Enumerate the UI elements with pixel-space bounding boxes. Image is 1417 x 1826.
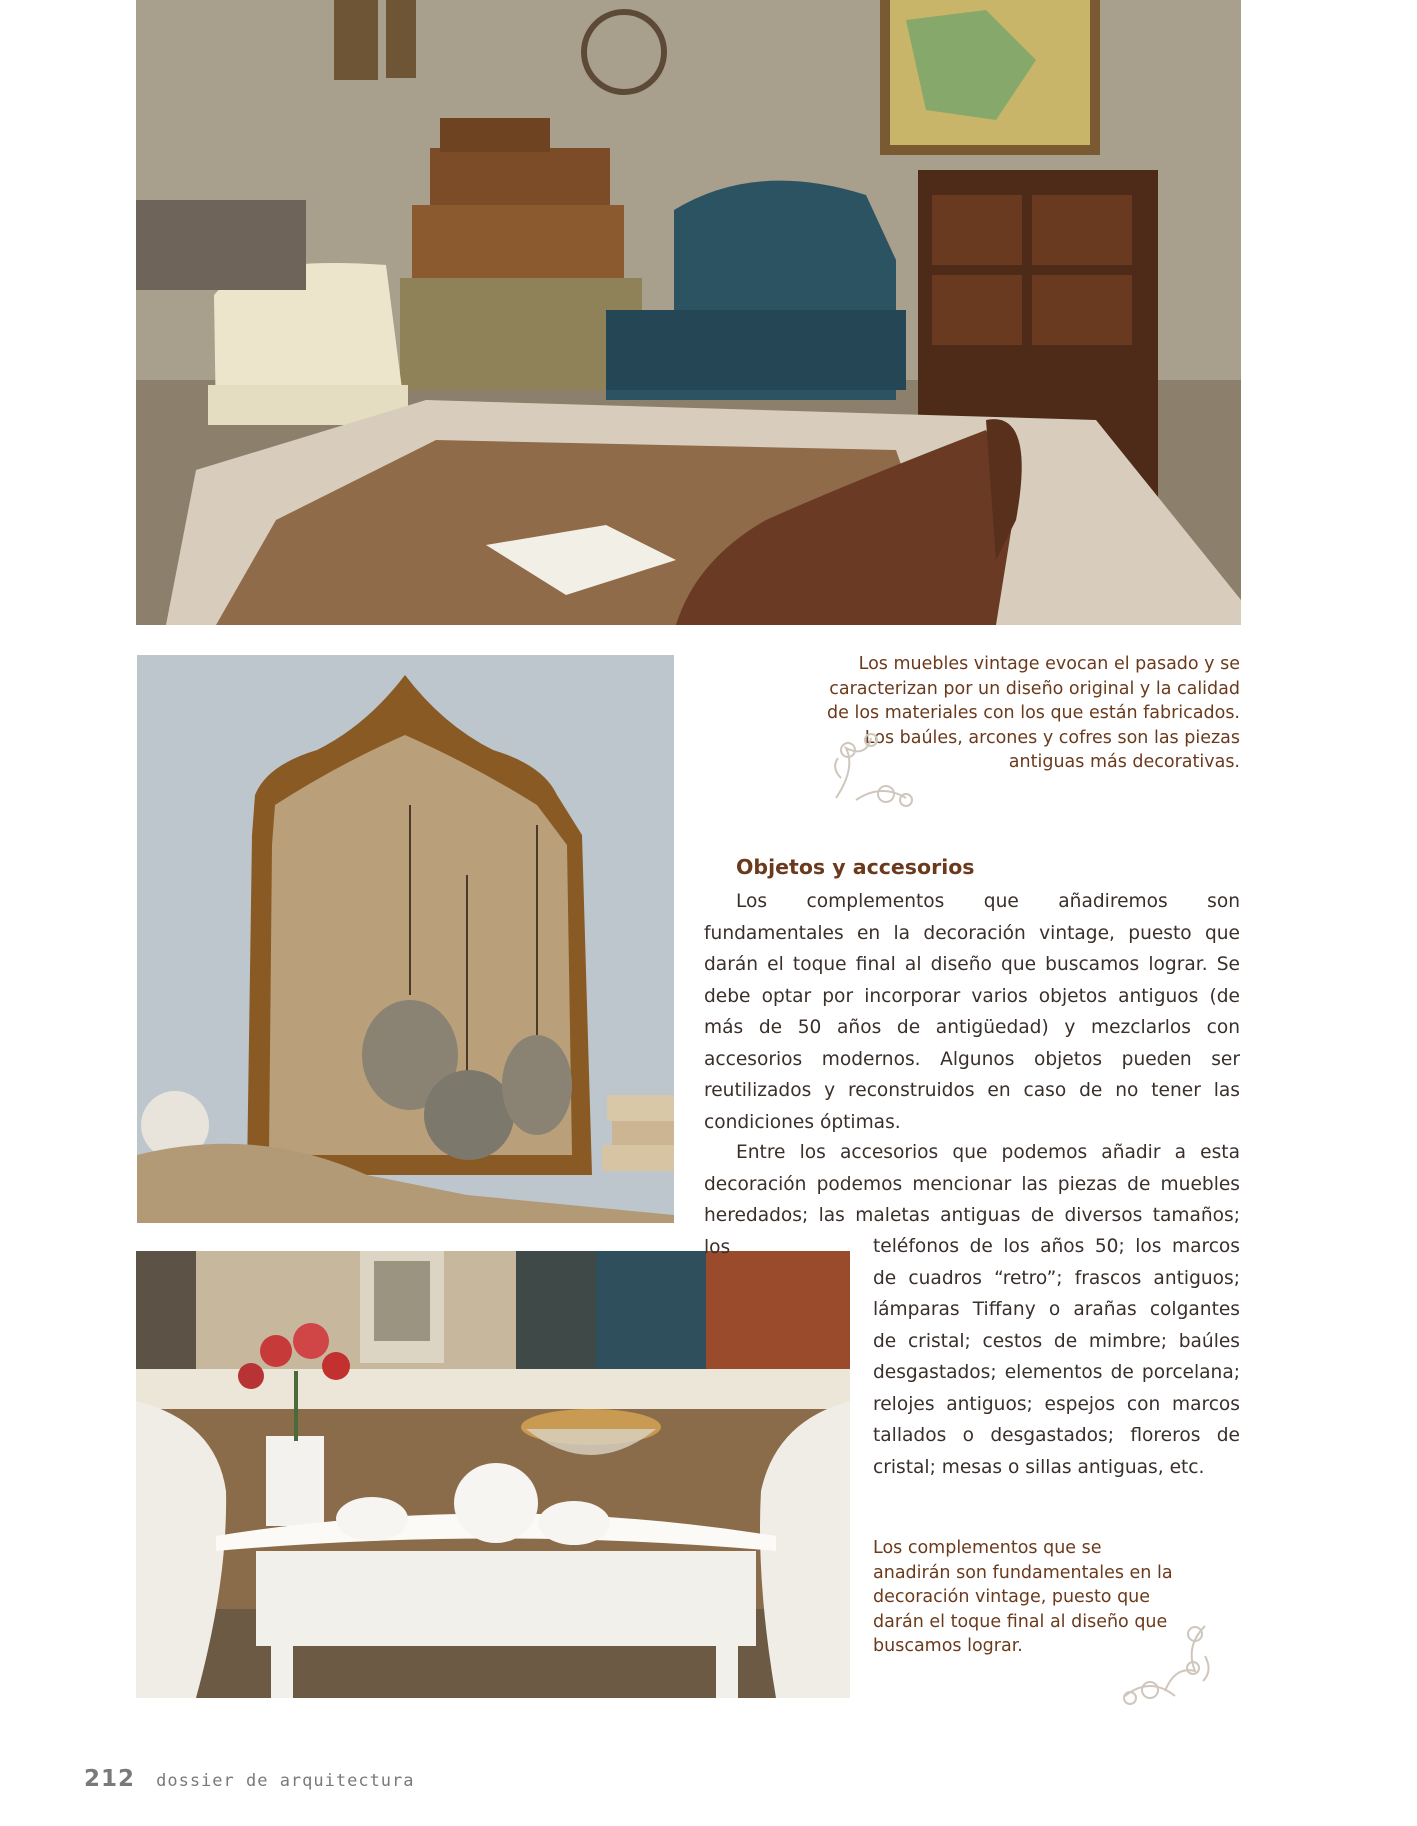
publication-name: dossier de arquitectura [156,1771,415,1791]
page-number: 212 [84,1766,136,1792]
page-footer [84,1766,415,1792]
mirror-photo [137,655,674,1223]
body-paragraph-2-part-1: Entre los accesorios que podemos añadir a esta decoración podemos mencionar las piezas de muebles heredados; las maletas antiguas de diversos tamaños; los [704,1142,1240,1258]
body-paragraph-2-part-2: teléfonos de los años 50; los marcos de cuadros “retro”; frascos antiguos; lámparas Tiffany o arañas colgantes de cristal; cestos de mimbre; baúles desgastados; elementos de porcelana; relojes antiguos; espejos con marcos tallados o desgastados; floreros de cristal; mesas o sillas antiguas, etc. [873,1236,1240,1478]
photo-caption-bottom: Los complementos que se anadirán son fundamentales en la decoración vintage, puesto que darán el toque final al diseño que buscamos lograr. [873,1538,1173,1656]
floral-ornament-icon [826,728,922,812]
photo-caption-top: Los muebles vintage evocan el pasado y se caracterizan por un diseño original y la calidad de los materiales con los que están fabricados. Los baúles, arcones y cofres son las piezas antiguas más decorativas. [827,654,1240,772]
living-room-photo [136,0,1241,625]
body-paragraph-1: Los complementos que añadiremos son fundamentales en la decoración vintage, puesto que darán el toque final al diseño que buscamos lograr. Se debe optar por incorporar varios objetos antiguos (de más de 50 años de antigüedad) y mezclarlos con accesorios modernos. Algunos objetos pueden ser reutilizados y reconstruidos en caso de no tener las condiciones óptimas. [704,891,1240,1133]
section-heading: Objetos y accesorios [736,855,975,879]
console-table-photo [136,1251,850,1698]
floral-ornament-icon [1115,1616,1215,1706]
